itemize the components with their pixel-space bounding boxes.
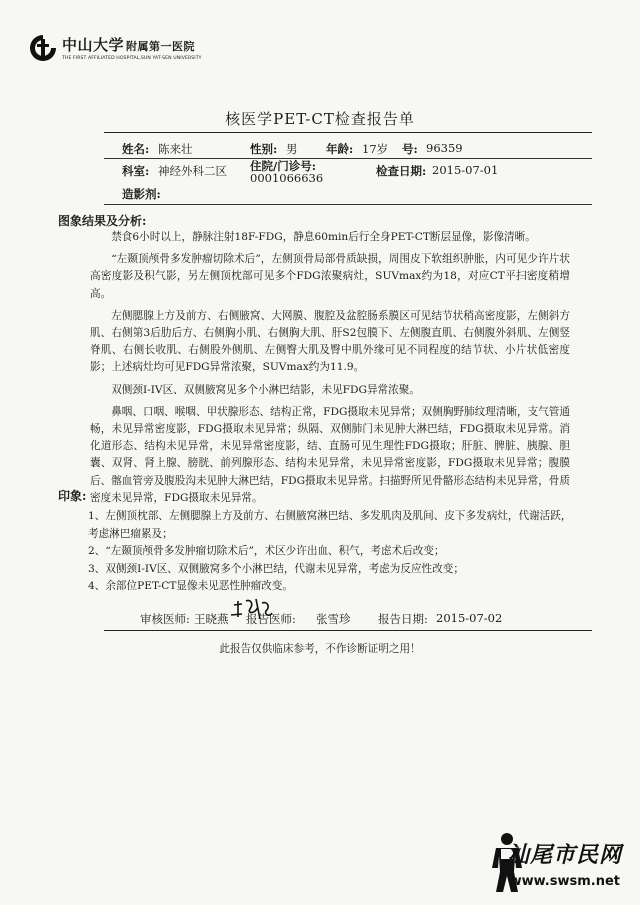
reviewer-label: 审核医师: bbox=[140, 612, 190, 626]
disclaimer-note: 此报告仅供临床参考，不作诊断证明之用！ bbox=[219, 643, 421, 655]
impression-item: 1、左侧顶枕部、左侧腮腺上方及前方、右侧腋窝淋巴结、多发肌肉及肌间、皮下多发病灶，代谢活跃，考虑淋巴瘤累及； bbox=[88, 510, 572, 540]
age-value: 17岁 bbox=[362, 142, 389, 156]
hospital-english-name: THE FIRST AFFILIATED HOSPITAL,SUN YAT-SEN UNIVERSITY bbox=[62, 56, 202, 61]
impression-list bbox=[88, 508, 578, 596]
findings-paragraph: 鼻咽、口咽、喉咽、甲状腺形态、结构正常，FDG摄取未见异常；双侧胸野肺纹理清晰，支气管通畅，未见异常密度影，FDG摄取未见异常；纵隔、双侧肺门未见肿大淋巴结，FDG摄取未见异常。消化道形态、结构未见异常，未见异常密度影，结、直肠可见生理性FDG摄取；肝脏、脾脏、胰腺、胆囊、双肾、肾上腺、膀胱、前列腺形态、结构未见异常，未见异常密度影，FDG摄取未见异常；腹膜后、髂血管旁及腹股沟未见肿大淋巴结，FDG摄取未见异常。扫描野所见骨骼形态结构未见异常，骨质密度未见异常，FDG摄取未见异常。 bbox=[90, 405, 570, 504]
findings-heading: 图象结果及分析: bbox=[58, 214, 147, 228]
hospital-name: 中山大学 附属第一医院 bbox=[62, 36, 196, 54]
age-label: 年龄: bbox=[326, 142, 354, 156]
exam-date-value: 2015-07-01 bbox=[432, 163, 499, 177]
name-value: 陈来壮 bbox=[158, 142, 193, 156]
report-date-value: 2015-07-02 bbox=[436, 611, 503, 625]
findings-body bbox=[90, 229, 570, 507]
findings-paragraph: “左颞顶颅骨多发肿瘤切除术后”，左侧顶骨局部骨质缺损，周围皮下软组织肿胀，内可见少许片状高密度影及积气影，另左侧顶枕部可见多个FDG浓聚病灶，SUVmax约为18，对应CT平扫密度稍增高。 bbox=[90, 253, 570, 300]
sex-value: 男 bbox=[286, 142, 298, 156]
impression-item: 3、双侧颈I-IV区、双侧腋窝多个小淋巴结，代谢未见异常，考虑为反应性改变； bbox=[88, 562, 464, 575]
header-rule-top bbox=[104, 132, 592, 133]
department-label: 科室: bbox=[122, 164, 150, 178]
exam-date-label: 检查日期: bbox=[376, 164, 427, 178]
report-date-label: 报告日期: bbox=[378, 612, 428, 626]
admission-number-label: 住院/门诊号: bbox=[250, 159, 316, 173]
department-value: 神经外科二区 bbox=[158, 164, 227, 178]
reviewer-value: 王晓燕 bbox=[194, 612, 229, 626]
report-title: 核医学PET-CT检查报告单 bbox=[225, 110, 415, 128]
reporter-label: 报告医师: bbox=[246, 612, 296, 626]
hospital-logo-icon bbox=[28, 33, 58, 63]
number-label: 号: bbox=[402, 142, 418, 156]
sex-label: 性别: bbox=[250, 142, 278, 156]
number-value: 96359 bbox=[426, 141, 463, 155]
admission-number-value: 0001066636 bbox=[250, 171, 324, 185]
findings-paragraph: 禁食6小时以上，静脉注射18F-FDG，静息60min后行全身PET-CT断层显像，影像清晰。 bbox=[111, 231, 536, 243]
reporter-value: 张雪珍 bbox=[316, 612, 351, 626]
impression-heading: 印象: bbox=[58, 489, 87, 503]
watermark-url[interactable]: www.swsm.net bbox=[509, 874, 620, 889]
contrast-agent-label: 造影剂: bbox=[122, 187, 161, 201]
impression-item: 4、余部位PET-CT显像未见恶性肿瘤改变。 bbox=[88, 580, 293, 593]
header-rule-middle bbox=[104, 158, 592, 159]
impression-item: 2、“左颞顶颅骨多发肿瘤切除术后”，术区少许出血、积气，考虑术后改变； bbox=[88, 545, 445, 558]
hospital-subname: 附属第一医院 bbox=[126, 40, 196, 53]
name-label: 姓名: bbox=[122, 142, 150, 156]
watermark-text: 汕尾市民网 bbox=[506, 842, 622, 868]
findings-paragraph: 左侧腮腺上方及前方、右侧腋窝、大网膜、腹腔及盆腔肠系膜区可见结节状稍高密度影，左侧斜方肌、右侧第3后肋后方、右侧胸小肌、右侧胸大肌、肝S2包膜下、左侧腹直肌、右侧腹外斜肌、左侧竖脊肌、右侧长收肌、右侧股外侧肌、左侧臀大肌及臀中肌外缘可见不同程度的结节状、小片状低密度影；上述病灶均可见FDG异常浓聚，SUVmax约为11.9。 bbox=[90, 309, 570, 374]
footer-rule bbox=[104, 630, 592, 631]
findings-paragraph: 双侧颈I-IV区、双侧腋窝见多个小淋巴结影，未见FDG异常浓聚。 bbox=[111, 383, 420, 396]
header-rule-bottom bbox=[104, 204, 592, 205]
